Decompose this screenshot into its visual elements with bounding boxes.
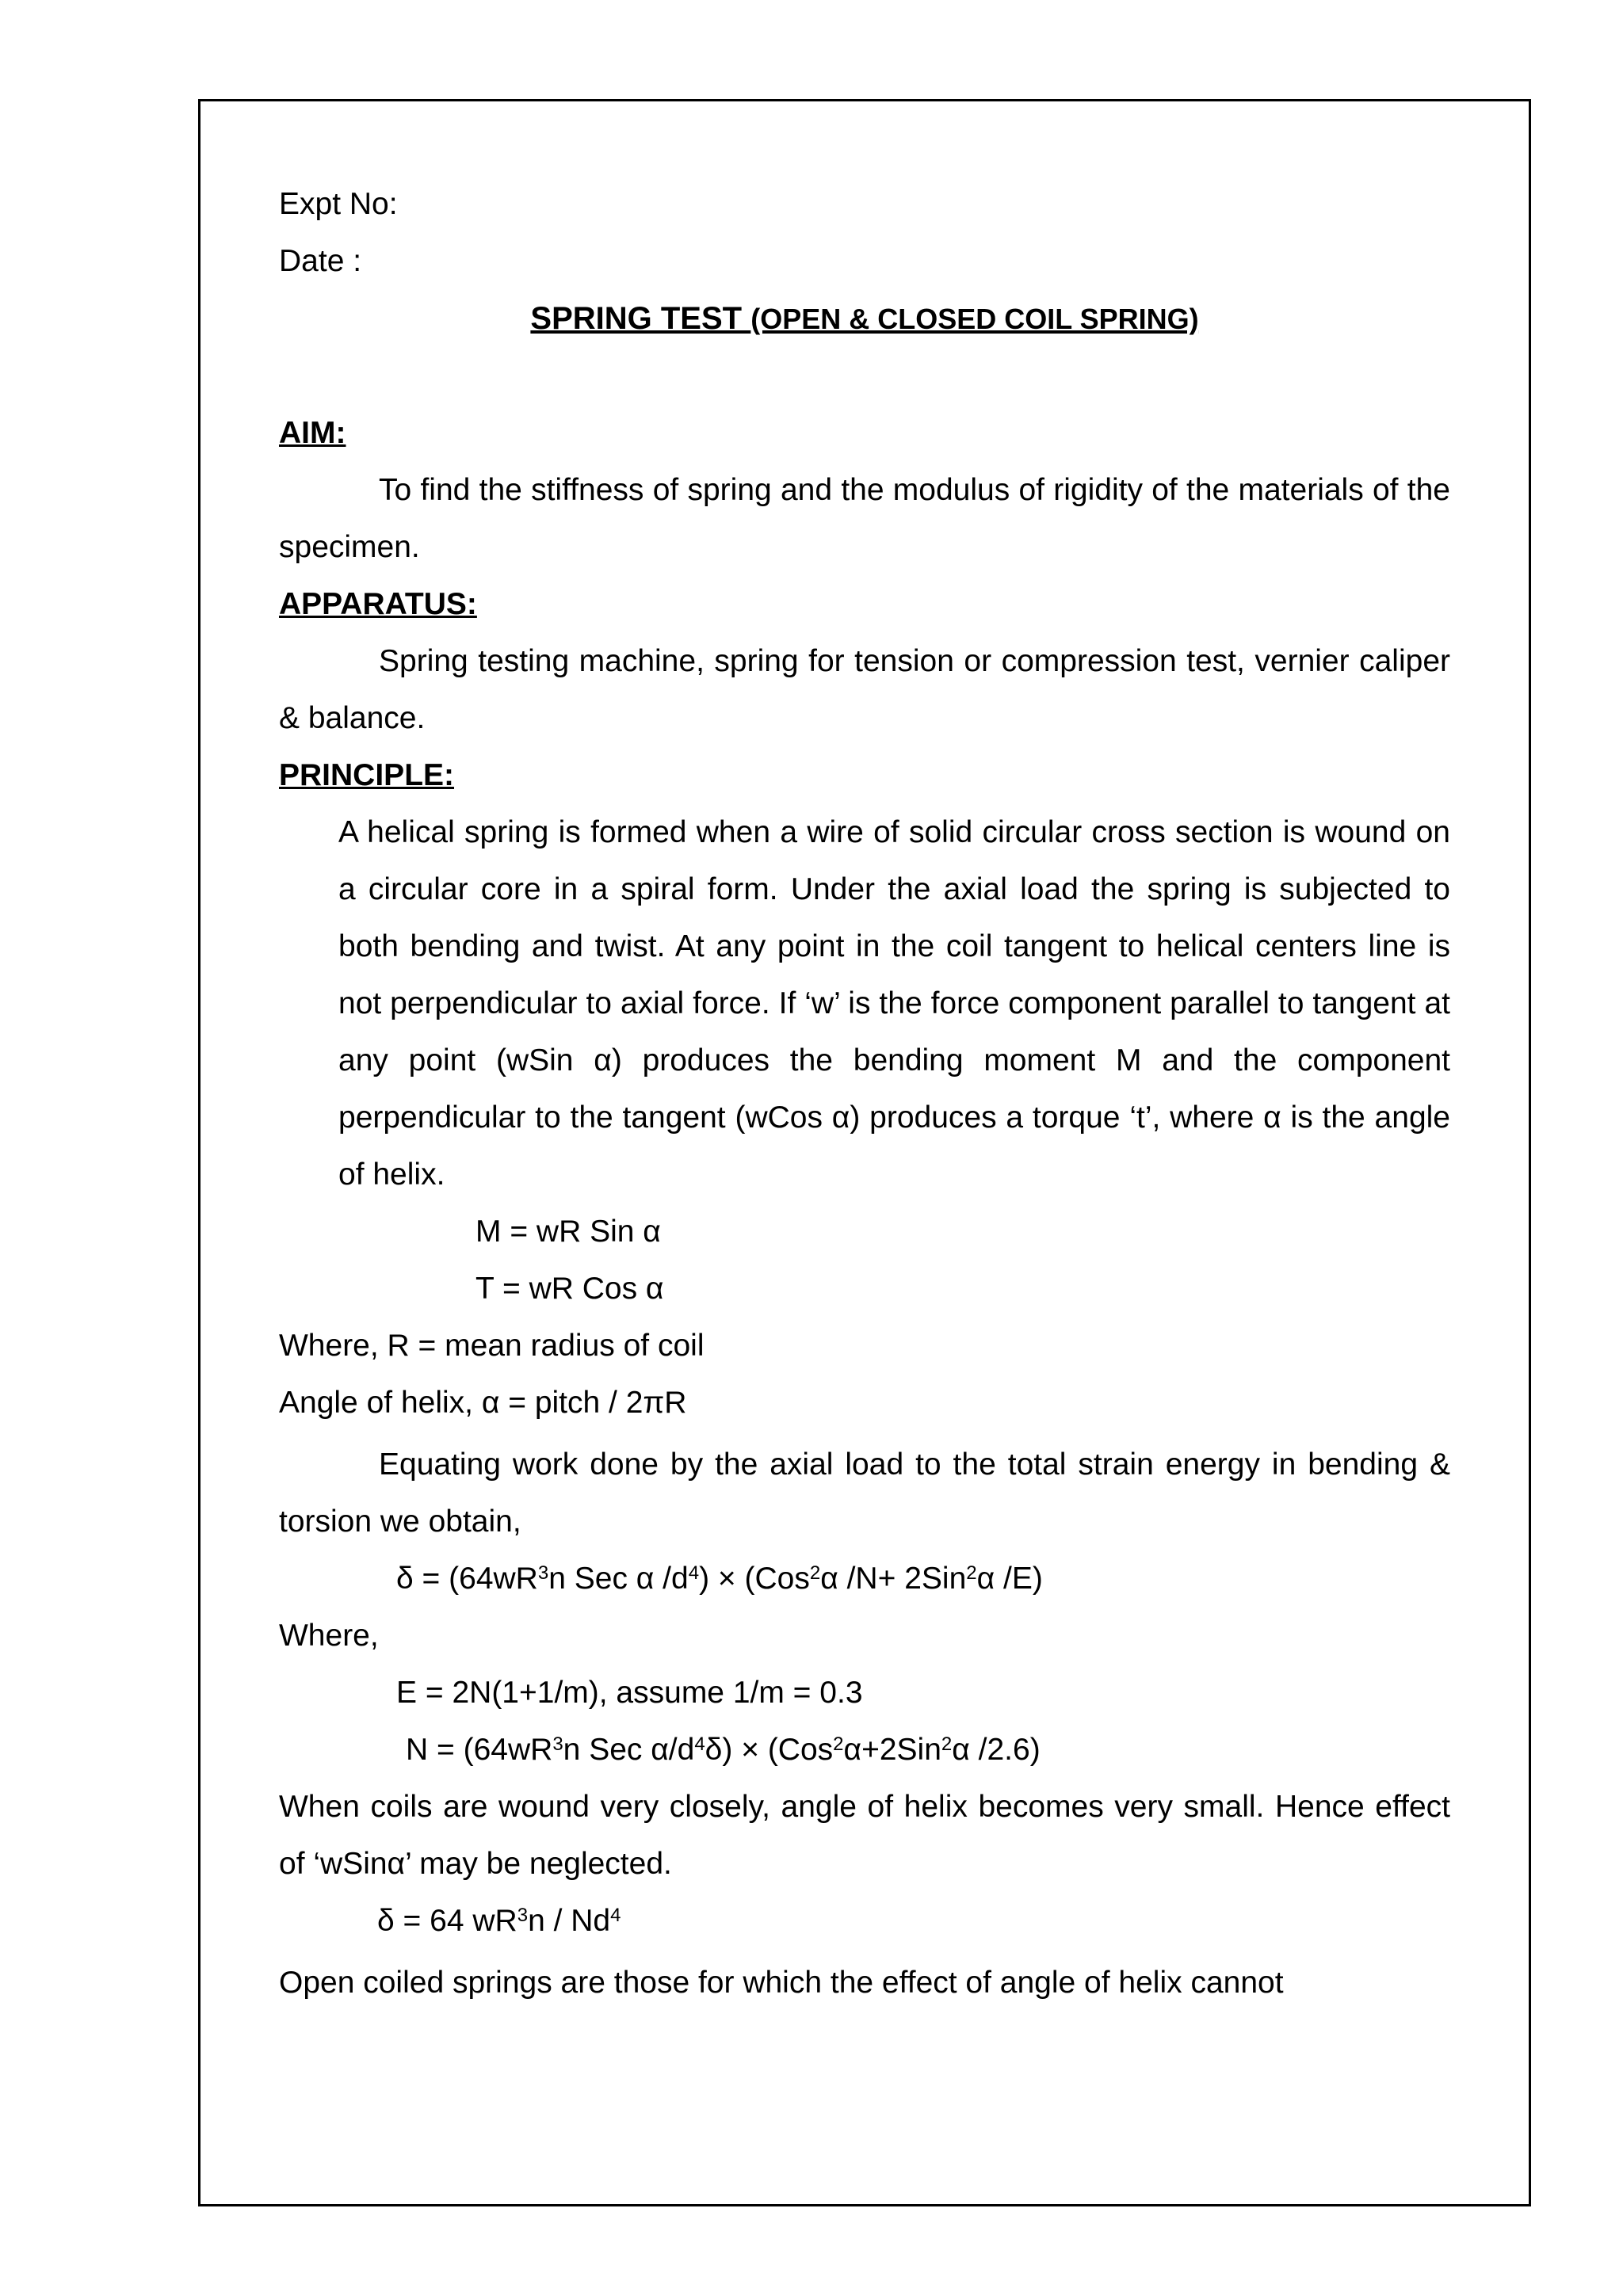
principle-heading: PRINCIPLE:	[279, 758, 455, 792]
moment-equation: M = wR Sin α	[475, 1215, 661, 1249]
date-label: Date :	[279, 244, 362, 278]
apparatus-heading: APPARATUS:	[279, 587, 477, 621]
angle-of-helix: Angle of helix, α = pitch / 2πR	[279, 1386, 687, 1420]
title-main: SPRING TEST	[530, 301, 751, 336]
torque-equation: T = wR Cos α	[475, 1272, 664, 1306]
expt-no-label: Expt No:	[279, 187, 398, 221]
apparatus-text: Spring testing machine, spring for tension or compression test, vernier caliper & balance.	[279, 644, 1450, 735]
principle-text: A helical spring is formed when a wire of solid circular cross section is wound on a circular core in a spiral form. Under the axial load the spring is subjected to both bending and twist. At any point in the coil tangent to helical centers line is not perpendicular to axial force. If ‘w’ is the force component parallel to tangent at any point (wSin α) produces the bending moment M and the component perpendicular to the tangent (wCos α) produces a torque ‘t’, where α is the angle of helix.	[338, 815, 1450, 1192]
where-radius: Where, R = mean radius of coil	[279, 1329, 705, 1363]
page-title	[279, 290, 1450, 348]
simplified-deflection-equation: δ = 64 $wR^3n / Nd^4$	[377, 1904, 621, 1938]
modulus-equation: E = 2N(1+1/m), assume 1/m = 0.3	[396, 1676, 863, 1710]
equating-text: Equating work done by the axial load to the total strain energy in bending & torsion we obtain,	[279, 1447, 1450, 1539]
spacer	[279, 348, 1450, 405]
document-body	[279, 176, 1450, 2012]
aim-heading: AIM:	[279, 416, 346, 450]
deflection-equation: $\delta = (64wR^3n$ Sec α $/d^4) \times (Cos^2\alpha$ /N+ 2Sin$^2$α /E)	[396, 1562, 1043, 1596]
open-coiled-text: Open coiled springs are those for which the effect of angle of helix cannot	[279, 1966, 1284, 2000]
aim-text: To find the stiffness of spring and the modulus of rigidity of the materials of the specimen.	[279, 473, 1450, 564]
where-label: Where,	[279, 1619, 379, 1653]
rigidity-equation: $N = (64wR^3n$ Sec $\alpha/d^4\delta) \times (Cos^2\alpha+2Sin^2\alpha$ /2.6)	[406, 1733, 1041, 1767]
closely-wound-text: When coils are wound very closely, angle of helix becomes very small. Hence effect of ‘wSinα’ may be neglected.	[279, 1790, 1450, 1881]
title-sub: (OPEN & CLOSED COIL SPRING)	[750, 303, 1199, 335]
